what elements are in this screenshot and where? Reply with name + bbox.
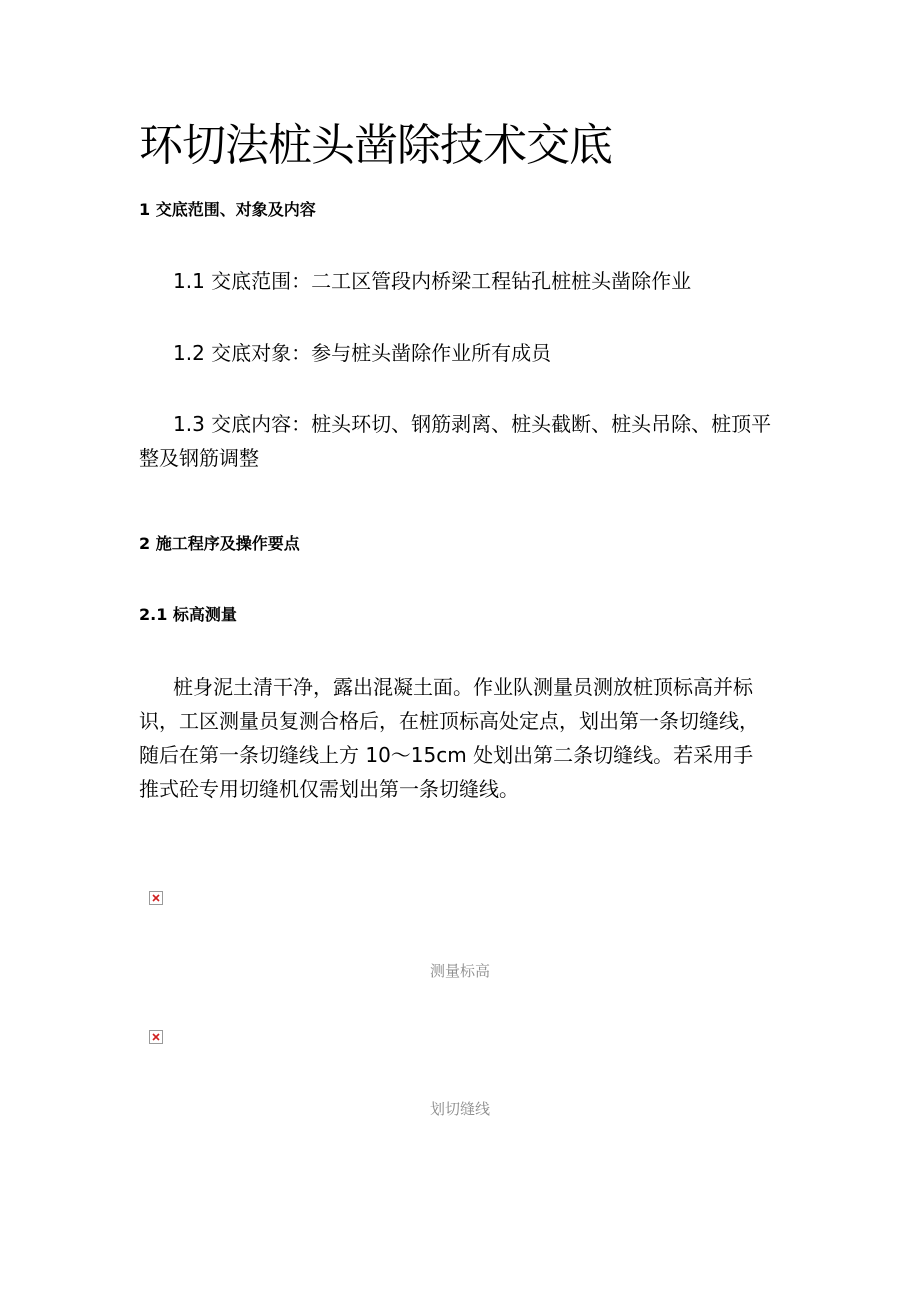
item-1-2 [139, 336, 804, 370]
section-2-1-paragraph [139, 670, 804, 806]
document-title: 环切法桩头凿除技术交底 [139, 120, 612, 171]
figure-1-caption: 测量标高 [429, 962, 490, 980]
item-1-3 [139, 407, 804, 475]
figure-2-caption: 划切缝线 [429, 1100, 490, 1118]
broken-image-icon [149, 891, 163, 905]
paragraph-line-2: 识，工区测量员复测合格后，在桩顶标高处定点，划出第一条切缝线， [139, 709, 759, 733]
section-2-heading: 2 施工程序及操作要点 [139, 534, 300, 553]
item-1-3-line-1: 1.3 交底内容：桩头环切、钢筋剥离、桩头截断、桩头吊除、桩顶平 [173, 412, 772, 436]
item-1-1-text: 1.1 交底范围：二工区管段内桥梁工程钻孔桩桩头凿除作业 [173, 269, 692, 293]
item-1-2-text: 1.2 交底对象：参与桩头凿除作业所有成员 [173, 341, 552, 365]
paragraph-line-3: 随后在第一条切缝线上方 10～15cm 处划出第二条切缝线。若采用手 [139, 743, 754, 767]
item-1-3-line-2: 整及钢筋调整 [139, 446, 259, 470]
item-1-1 [139, 264, 804, 298]
paragraph-line-1: 桩身泥土清干净，露出混凝土面。作业队测量员测放桩顶标高并标 [173, 675, 753, 699]
section-2-1-heading: 2.1 标高测量 [139, 605, 237, 624]
broken-image-icon [149, 1030, 163, 1044]
section-1-heading: 1 交底范围、对象及内容 [139, 200, 316, 219]
paragraph-line-4: 推式砼专用切缝机仅需划出第一条切缝线。 [139, 777, 519, 801]
